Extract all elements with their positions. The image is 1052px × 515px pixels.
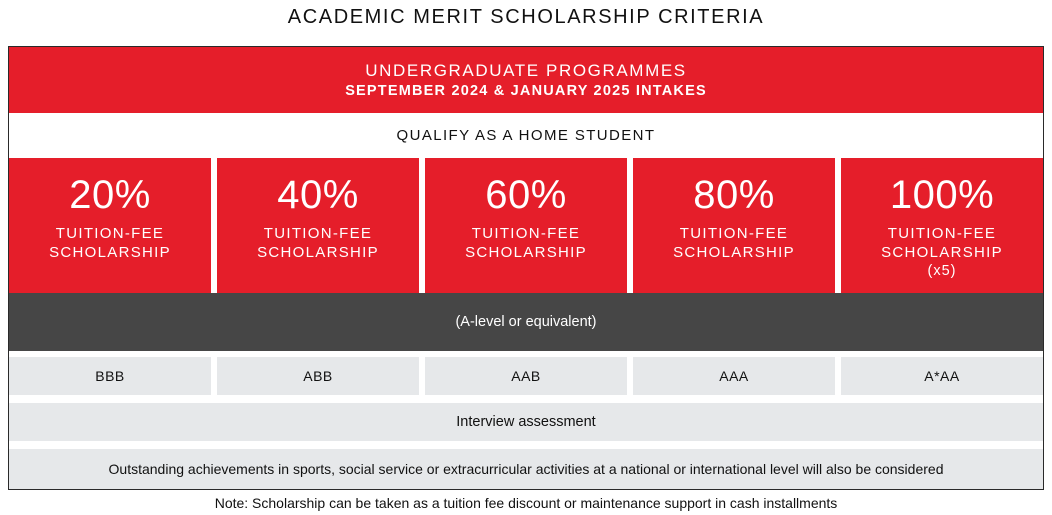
- qualify-heading: QUALIFY AS A HOME STUDENT: [396, 127, 656, 144]
- tier-label-line: TUITION-FEE: [679, 225, 789, 242]
- intake-heading: SEPTEMBER 2024 & JANUARY 2025 INTAKES: [345, 82, 707, 99]
- achievements-row: Outstanding achievements in sports, social service or extracurricular activities at a national or international level will also be considered: [9, 449, 1043, 489]
- tier-percent: 100%: [889, 173, 995, 217]
- grade-cell: AAA: [633, 357, 835, 395]
- grade-cell: A*AA: [841, 357, 1043, 395]
- tier-label-line: SCHOLARSHIP: [257, 244, 379, 261]
- tier-label-line: SCHOLARSHIP: [881, 244, 1003, 261]
- scholarship-tiers: [9, 158, 1043, 293]
- programme-heading: UNDERGRADUATE PROGRAMMES: [365, 60, 687, 80]
- tier-label: [673, 224, 795, 262]
- scholarship-tier: [425, 158, 627, 293]
- tier-percent: 40%: [277, 173, 359, 217]
- tier-percent: 60%: [485, 173, 567, 217]
- tier-label-line: SCHOLARSHIP: [49, 244, 171, 261]
- tier-percent: 80%: [693, 173, 775, 217]
- scholarship-tier: [217, 158, 419, 293]
- tier-quota: (x5): [927, 263, 957, 279]
- grade-requirement-band: (A-level or equivalent): [9, 293, 1043, 351]
- scholarship-tier: [633, 158, 835, 293]
- page-title: ACADEMIC MERIT SCHOLARSHIP CRITERIA: [287, 5, 765, 28]
- grade-cell: BBB: [9, 357, 211, 395]
- scholarship-tier: [9, 158, 211, 293]
- criteria-table: [8, 46, 1044, 490]
- grade-requirements: [9, 357, 1043, 395]
- tier-label-line: TUITION-FEE: [471, 225, 581, 242]
- tier-label: [881, 224, 1003, 262]
- tier-label-line: SCHOLARSHIP: [673, 244, 795, 261]
- grade-cell: ABB: [217, 357, 419, 395]
- tier-label-line: SCHOLARSHIP: [465, 244, 587, 261]
- tier-percent: 20%: [69, 173, 151, 217]
- tier-label: [465, 224, 587, 262]
- interview-row: Interview assessment: [9, 403, 1043, 441]
- tier-label-line: TUITION-FEE: [263, 225, 373, 242]
- footnote: Note: Scholarship can be taken as a tuition fee discount or maintenance support in cash installments: [214, 495, 838, 511]
- scholarship-tier: [841, 158, 1043, 293]
- tier-label: [49, 224, 171, 262]
- tier-label: [257, 224, 379, 262]
- tier-label-line: TUITION-FEE: [887, 225, 997, 242]
- tier-label-line: TUITION-FEE: [55, 225, 165, 242]
- grade-cell: AAB: [425, 357, 627, 395]
- programme-banner: [9, 47, 1043, 113]
